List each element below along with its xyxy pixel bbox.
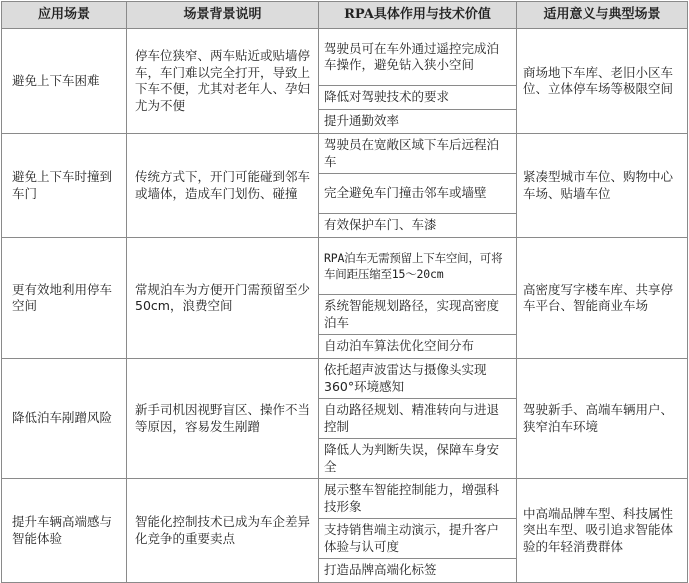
scene-cell: 提升车辆高端感与智能体验 bbox=[2, 479, 127, 583]
rpa-item-cell: 驾驶员在宽敞区域下车后远程泊车 bbox=[319, 134, 517, 174]
rpa-item-cell: 打造品牌高端化标签 bbox=[319, 559, 517, 583]
rpa-item-cell: 自动泊车算法优化空间分布 bbox=[319, 335, 517, 359]
background-cell: 新手司机因视野盲区、操作不当等原因，容易发生剐蹭 bbox=[127, 359, 319, 479]
rpa-item-cell: 驾驶员可在车外通过遥控完成泊车操作，避免钻入狭小空间 bbox=[319, 29, 517, 86]
rpa-item-cell: 支持销售端主动演示，提升客户体验与认可度 bbox=[319, 519, 517, 559]
rpa-item-cell: 自动路径规划、精准转向与进退控制 bbox=[319, 399, 517, 439]
rpa-item-cell: 提升通勤效率 bbox=[319, 110, 517, 134]
significance-cell: 中高端品牌车型、科技属性突出车型、吸引追求智能体验的年轻消费群体 bbox=[517, 479, 688, 583]
rpa-item-cell: RPA泊车无需预留上下车空间，可将车间距压缩至15～20cm bbox=[319, 238, 517, 295]
table-header-row bbox=[2, 2, 688, 29]
table-row bbox=[2, 29, 688, 86]
rpa-item-cell: 系统智能规划路径，实现高密度泊车 bbox=[319, 295, 517, 335]
table-row bbox=[2, 479, 688, 519]
background-cell: 传统方式下，开门可能碰到邻车或墙体，造成车门划伤、碰撞 bbox=[127, 134, 319, 238]
rpa-item-cell: 依托超声波雷达与摄像头实现360°环境感知 bbox=[319, 359, 517, 399]
table-row bbox=[2, 134, 688, 174]
header-significance: 适用意义与典型场景 bbox=[517, 2, 688, 29]
scene-cell: 降低泊车剐蹭风险 bbox=[2, 359, 127, 479]
scene-cell: 更有效地利用停车空间 bbox=[2, 238, 127, 359]
background-cell: 常规泊车为方便开门需预留至少50cm，浪费空间 bbox=[127, 238, 319, 359]
rpa-item-cell: 有效保护车门、车漆 bbox=[319, 214, 517, 238]
background-cell: 智能化控制技术已成为车企差异化竞争的重要卖点 bbox=[127, 479, 319, 583]
rpa-item-cell: 降低人为判断失误，保障车身安全 bbox=[319, 439, 517, 479]
rpa-item-cell: 完全避免车门撞击邻车或墙壁 bbox=[319, 174, 517, 214]
table-row bbox=[2, 359, 688, 399]
scene-cell: 避免上下车困难 bbox=[2, 29, 127, 134]
significance-cell: 高密度写字楼车库、共享停车平台、智能商业车场 bbox=[517, 238, 688, 359]
rpa-item-cell: 展示整车智能控制能力，增强科技形象 bbox=[319, 479, 517, 519]
significance-cell: 紧凑型城市车位、购物中心车场、贴墙车位 bbox=[517, 134, 688, 238]
header-rpa-role: RPA具体作用与技术价值 bbox=[319, 2, 517, 29]
significance-cell: 驾驶新手、高端车辆用户、狭窄泊车环境 bbox=[517, 359, 688, 479]
scene-cell: 避免上下车时撞到车门 bbox=[2, 134, 127, 238]
rpa-item-cell: 降低对驾驶技术的要求 bbox=[319, 86, 517, 110]
significance-cell: 商场地下车库、老旧小区车位、立体停车场等极限空间 bbox=[517, 29, 688, 134]
header-scene: 应用场景 bbox=[2, 2, 127, 29]
table-row bbox=[2, 238, 688, 295]
rpa-application-table bbox=[1, 1, 688, 583]
background-cell: 停车位狭窄、两车贴近或贴墙停车，车门难以完全打开，导致上下车不便，尤其对老年人、孕妇尤为不便 bbox=[127, 29, 319, 134]
header-background: 场景背景说明 bbox=[127, 2, 319, 29]
